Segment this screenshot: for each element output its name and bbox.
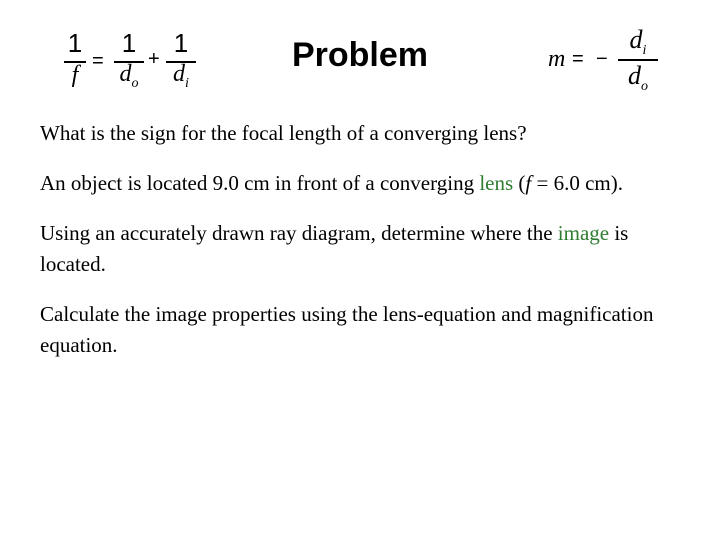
lens-eq-equals: = (92, 50, 104, 72)
magnification-equation (548, 24, 668, 96)
lens-eq-term2-numerator: 1 (173, 28, 189, 58)
slide-title: Problem (291, 36, 429, 74)
lens-eq-term2-denominator: $d_i$ (173, 61, 189, 91)
question-calculate: Calculate the image properties using the lens-equation and magnification equation. (40, 302, 654, 357)
lens-term: lens (479, 171, 514, 195)
lens-eq-term1-numerator: 1 (121, 28, 137, 58)
mag-eq-numerator: $d_i$ (629, 25, 647, 58)
lens-eq-term1-denominator: $d_o$ (119, 61, 139, 91)
lens-eq-lhs-denominator: f (71, 62, 79, 88)
question-object-location: An object is located 9.0 cm in front of a converging lens (f = 6.0 cm). (40, 171, 624, 195)
mag-eq-minus: − (596, 48, 608, 70)
question-focal-sign: What is the sign for the focal length of a converging lens? (40, 121, 527, 145)
problem-text (40, 118, 680, 380)
question-ray-diagram: Using an accurately drawn ray diagram, determine where the image is located. (40, 221, 629, 276)
mag-eq-denominator: $d_o$ (628, 61, 648, 94)
lens-eq-lhs-numerator: 1 (67, 28, 83, 58)
image-term: image (557, 221, 610, 245)
lens-equation (60, 28, 200, 98)
lens-eq-plus: + (148, 48, 160, 70)
mag-eq-equals: = (572, 48, 584, 70)
mag-eq-lhs: m (548, 46, 566, 72)
